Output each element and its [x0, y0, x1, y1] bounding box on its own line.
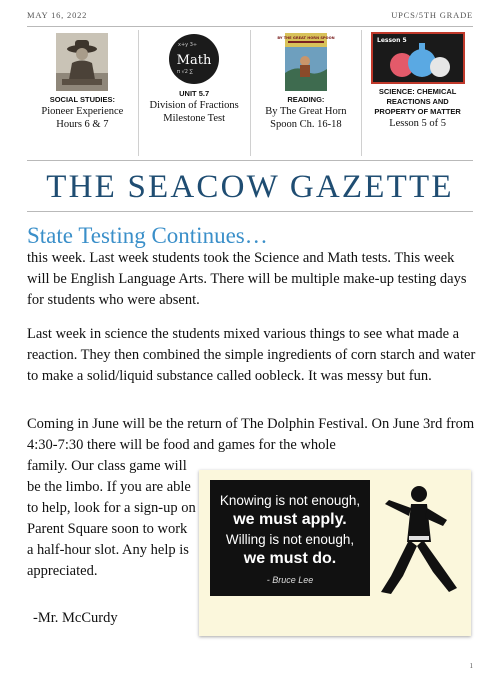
book-cover-icon: [277, 33, 335, 91]
feature-category: SCIENCE: CHEMICAL REACTIONS AND PROPERTY OF MATTER: [374, 87, 461, 116]
feature-category: SOCIAL STUDIES:: [49, 95, 116, 104]
quote-line-4: we must do.: [243, 550, 337, 567]
feature-math: [138, 30, 250, 156]
martial-artist-figure-icon: [371, 480, 463, 600]
quote-line-2: we must apply.: [233, 511, 347, 528]
feature-strip: [27, 30, 473, 156]
pioneer-photo-icon: [56, 33, 108, 91]
issue-date: MAY 16, 2022: [27, 10, 88, 20]
math-thumb-label: Math: [176, 53, 212, 68]
newsletter-masthead: THE SEACOW GAZETTE: [46, 169, 454, 205]
svg-text:x+y 3÷: x+y 3÷: [178, 42, 198, 48]
quote-author: - Bruce Lee: [266, 575, 314, 585]
article-paragraph: Last week in science the students mixed various things to see what made a reaction. They then combined the simple ingredients of corn starch and water to make a solid/liquid substance called oobleck. It was messy but fun.: [27, 326, 476, 384]
quote-panel: [210, 480, 370, 596]
svg-text:π √2 ∑: π √2 ∑: [177, 69, 194, 75]
feature-social-studies: [27, 30, 138, 156]
masthead-top-rule: [27, 160, 473, 161]
top-divider: [27, 26, 473, 27]
article-paragraph: Coming in June will be the return of The Dolphin Festival. On June 3rd from 4:30-7:30 there will be food and games for the whole: [27, 416, 475, 453]
feature-category: UNIT 5.7: [179, 89, 210, 98]
article-headline: State Testing Continues…: [27, 223, 268, 248]
feature-reading: [250, 30, 362, 156]
quote-poster: [199, 470, 471, 636]
article-paragraph: this week. Last week students took the Science and Math tests. This week will be English Language Arts. There will be multiple make-up testing days for students who were absent.: [27, 250, 467, 308]
feature-description: Lesson 5 of 5: [389, 118, 447, 129]
feature-science: [361, 30, 473, 156]
feature-category: READING:: [287, 95, 325, 104]
feature-description: Pioneer Experience Hours 6 & 7: [41, 106, 124, 130]
math-chalkboard-icon: [168, 33, 220, 85]
top-bar: [27, 10, 473, 24]
masthead-bottom-rule: [27, 211, 473, 212]
feature-description: Division of Fractions Milestone Test: [149, 100, 239, 124]
page-number: 1: [469, 662, 473, 670]
book-title: BY THE GREAT HORN SPOON: [277, 36, 335, 40]
chemistry-flasks-icon: [372, 33, 464, 83]
article-paragraph: family. Our class game will be the limbo. If you are able to help, look for a sign-up on Parent Square soon to work a half-hour slot. Any help is appreciated.: [27, 458, 196, 579]
science-thumb-label: Lesson 5: [376, 37, 407, 44]
teacher-signature: -Mr. McCurdy: [33, 610, 118, 626]
feature-description: By The Great Horn Spoon Ch. 16-18: [265, 106, 347, 130]
quote-line-3: Willing is not enough,: [225, 532, 355, 547]
quote-line-1: Knowing is not enough,: [219, 493, 361, 508]
school-grade: UPCS/5TH GRADE: [391, 10, 473, 20]
